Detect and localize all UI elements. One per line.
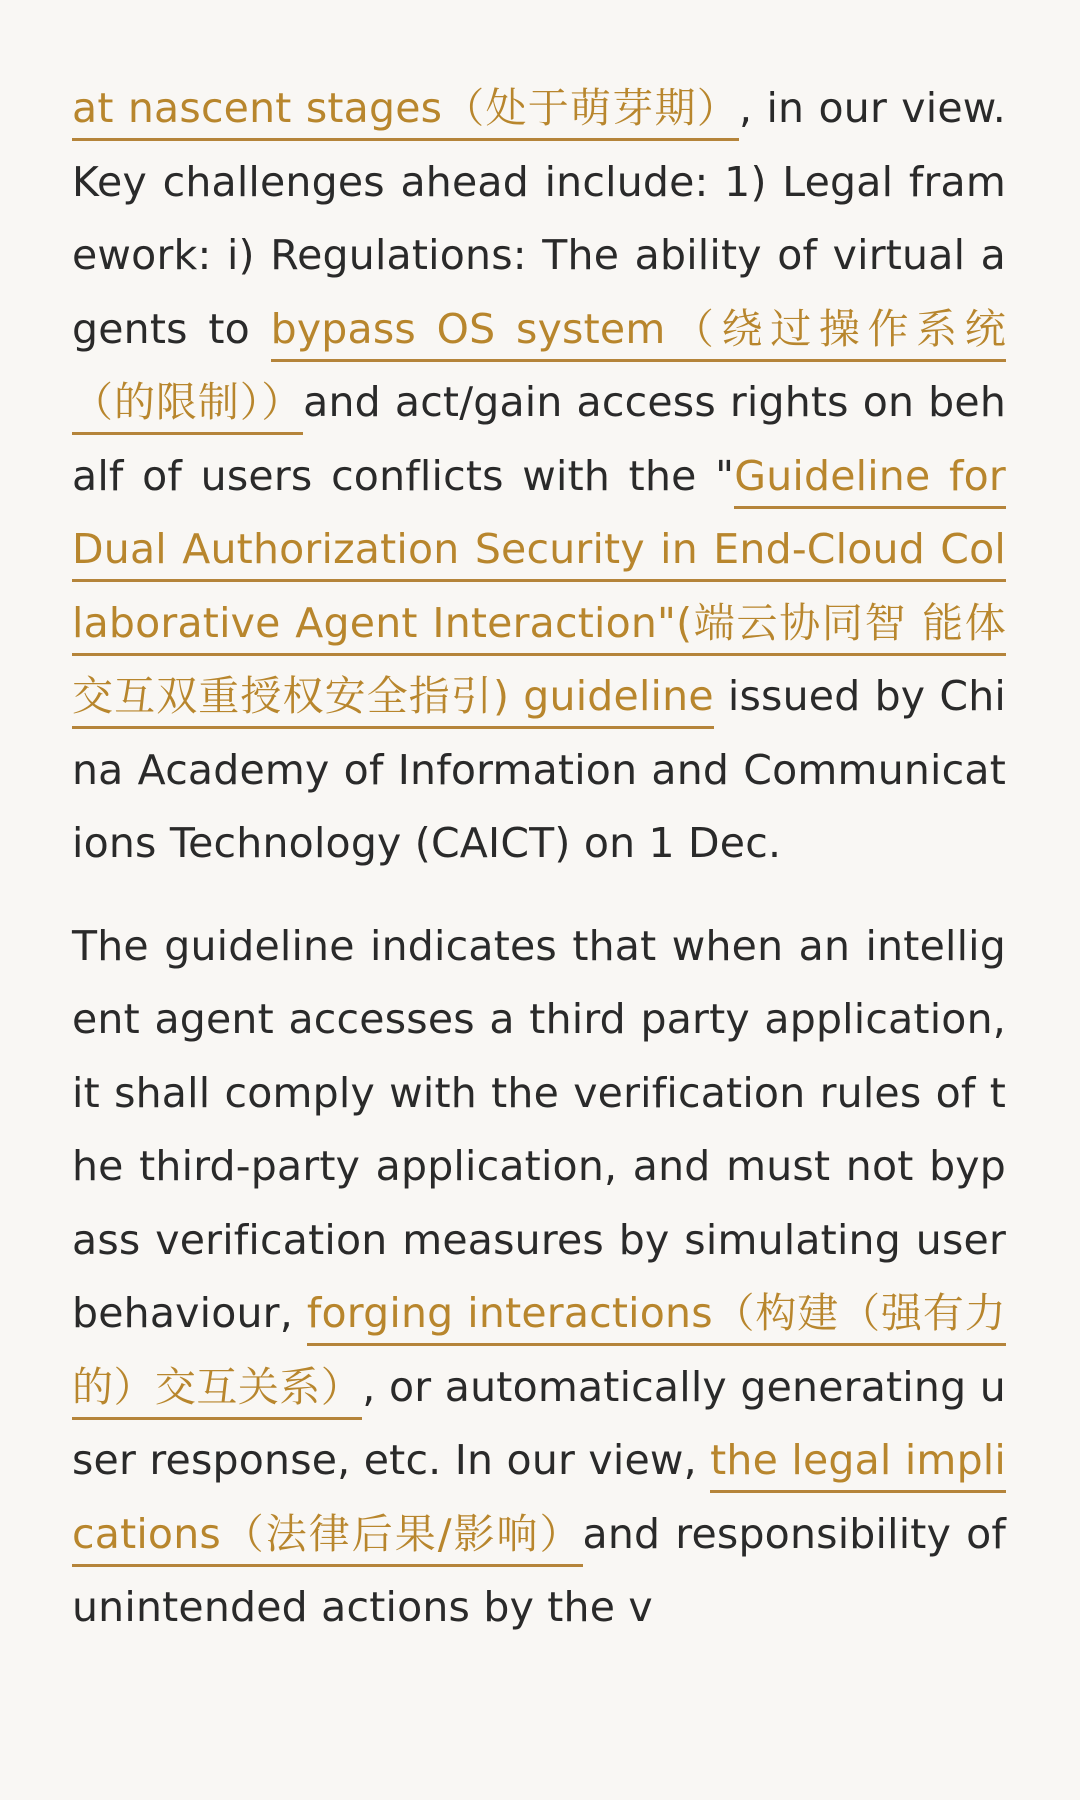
paragraph-2-text-1: The guideline indicates that when an intelligent agent accesses a third party application, it shall comply with the verification rules of the third-party application, and must not bypass verification measures by simulating user behaviour, xyxy=(72,921,1006,1337)
annotated-term-guideline-title[interactable]: Guideline for Dual Authorization Security in End-Cloud Collaborative Agent Interaction"(端云协同智 能体交互双重授权安全指引) guideline xyxy=(72,452,1006,730)
paragraph-2-text-3: and responsibility of unintended actions by the v xyxy=(72,1509,1006,1631)
paragraph-1 xyxy=(72,72,1006,881)
article-body xyxy=(72,72,1006,1645)
annotated-term-bypass-os[interactable]: bypass OS system（绕过操作系统（的限制）） xyxy=(72,305,1006,436)
paragraph-2 xyxy=(72,910,1006,1645)
paragraph-1-text-3: issued by China Academy of Information and Communications Technology (CAICT) on 1 Dec. xyxy=(72,672,1007,867)
annotated-term-nascent-stages[interactable]: at nascent stages（处于萌芽期） xyxy=(72,84,739,141)
paragraph-1-text-2: and act/gain access rights on behalf of users conflicts with the " xyxy=(72,378,1006,500)
paragraph-2-text-2: , or automatically generating user response, etc. In our view, xyxy=(72,1362,1006,1484)
annotated-term-legal-implications[interactable]: the legal implications（法律后果/影响） xyxy=(72,1436,1006,1567)
paragraph-1-text-1: , in our view. Key challenges ahead include: 1) Legal framework: i) Regulations: The ability of virtual agents to xyxy=(72,84,1006,353)
annotated-term-forging-interactions[interactable]: forging interactions（构建（强有力的）交互关系） xyxy=(72,1289,1006,1420)
